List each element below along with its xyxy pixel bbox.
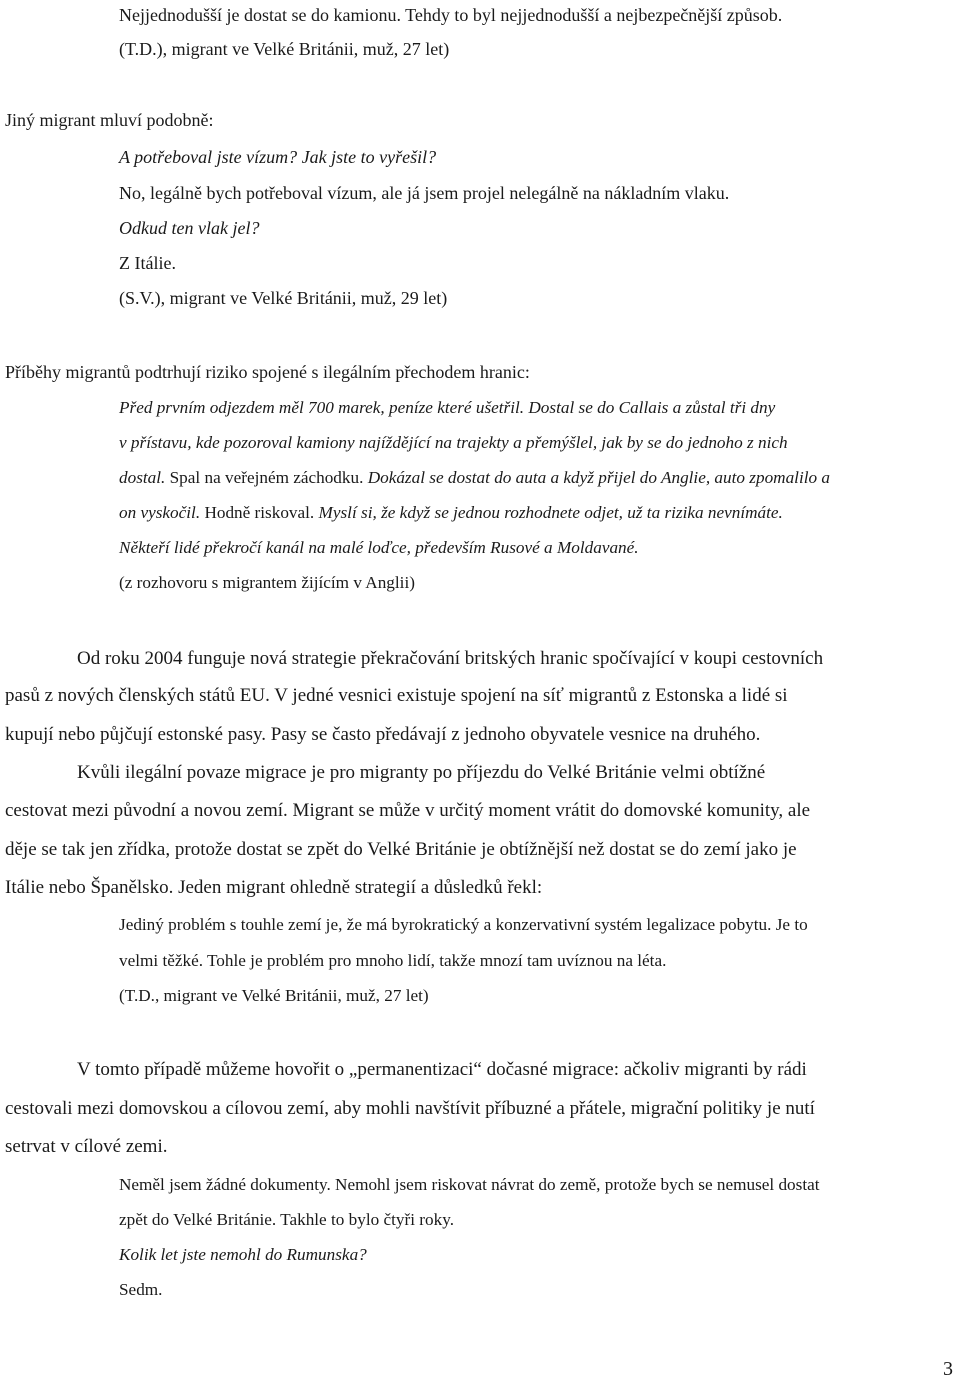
quote-attribution: (T.D., migrant ve Velké Británii, muž, 27 let) bbox=[119, 986, 429, 1005]
interview-answer: Sedm. bbox=[119, 1280, 163, 1299]
quote-segment: Dokázal se dostat do auta a když přijel do Anglie, auto zpomalilo a bbox=[363, 468, 830, 487]
quote-line: Před prvním odjezdem měl 700 marek, peníze které ušetřil. Dostal se do Callais a zůstal tři dny bbox=[119, 398, 776, 417]
page-number: 3 bbox=[943, 1358, 953, 1380]
interview-question: Kolik let jste nemohl do Rumunska? bbox=[119, 1245, 367, 1264]
quote-line: velmi těžké. Tohle je problém pro mnoho lidí, takže mnozí tam uvíznou na léta. bbox=[119, 951, 667, 970]
body-line: cestovali mezi domovskou a cílovou zemí, aby mohli navštívit příbuzné a přátele, migrační politiky je nutí bbox=[5, 1098, 815, 1119]
quote-line: zpět do Velké Británie. Takhle to bylo čtyři roky. bbox=[119, 1210, 454, 1229]
quote-line bbox=[119, 467, 830, 489]
quote-segment: Myslí si, že když se jednou rozhodnete odjet, už ta rizika nevnímáte. bbox=[314, 503, 783, 522]
body-line: cestovat mezi původní a novou zemí. Migrant se může v určitý moment vrátit do domovské komunity, ale bbox=[5, 800, 811, 821]
interview-answer: Z Itálie. bbox=[119, 253, 176, 273]
quote-segment: Hodně riskoval. bbox=[204, 503, 315, 522]
quote-line: Neměl jsem žádné dokumenty. Nemohl jsem riskovat návrat do země, protože bych se nemusel dostat bbox=[119, 1175, 820, 1194]
body-line: kupují nebo půjčují estonské pasy. Pasy se často předávají z jednoho obyvatele vesnice na druhého. bbox=[5, 724, 761, 745]
interview-question: A potřeboval jste vízum? Jak jste to vyřešil? bbox=[119, 147, 437, 167]
body-line: V tomto případě můžeme hovořit o „permanentizaci“ dočasné migrace: ačkoliv migranti by rádi bbox=[77, 1059, 807, 1080]
body-line: Itálie nebo Španělsko. Jeden migrant ohledně strategií a důsledků řekl: bbox=[5, 877, 543, 898]
body-line: setrvat v cílové zemi. bbox=[5, 1136, 168, 1157]
body-line: Kvůli ilegální povaze migrace je pro migranty po příjezdu do Velké Británie velmi obtížné bbox=[77, 762, 766, 783]
interview-question: Odkud ten vlak jel? bbox=[119, 218, 260, 238]
quote-segment: on vyskočil. bbox=[119, 503, 205, 522]
quote-line bbox=[119, 502, 783, 524]
quote-attribution: (z rozhovoru s migrantem žijícím v Anglii) bbox=[119, 573, 415, 592]
quote-attribution: (T.D.), migrant ve Velké Británii, muž, 27 let) bbox=[119, 39, 450, 59]
body-line: Od roku 2004 funguje nová strategie překračování britských hranic spočívající v koupi cestovních bbox=[77, 648, 824, 669]
quote-segment: Spal na veřejném záchodku. bbox=[169, 468, 364, 487]
interview-answer: No, legálně bych potřeboval vízum, ale já jsem projel nelegálně na nákladním vlaku. bbox=[119, 183, 730, 203]
quote-line: Jediný problém s touhle zemí je, že má byrokratický a konzervativní systém legalizace pobytu. Je to bbox=[119, 915, 808, 934]
body-line: pasů z nových členských států EU. V jedné vesnici existuje spojení na síť migrantů z Estonska a lidé si bbox=[5, 685, 788, 706]
quote-segment: dostal. bbox=[119, 468, 170, 487]
paragraph-intro: Jiný migrant mluví podobně: bbox=[5, 110, 214, 130]
quote-line: Nejjednodušší je dostat se do kamionu. Tehdy to byl nejjednodušší a nejbezpečnější způsob. bbox=[119, 5, 783, 25]
quote-line: v přístavu, kde pozoroval kamiony najíždějící na trajekty a přemýšlel, jak by se do jednoho z nich bbox=[119, 433, 788, 452]
quote-attribution: (S.V.), migrant ve Velké Británii, muž, 29 let) bbox=[119, 288, 448, 308]
paragraph-intro: Příběhy migrantů podtrhují riziko spojené s ilegálním přechodem hranic: bbox=[5, 362, 530, 382]
quote-line: Někteří lidé překročí kanál na malé loďce, především Rusové a Moldavané. bbox=[119, 538, 639, 557]
body-line: děje se tak jen zřídka, protože dostat se zpět do Velké Británie je obtížnější než dostat se do zemí jako je bbox=[5, 839, 797, 860]
